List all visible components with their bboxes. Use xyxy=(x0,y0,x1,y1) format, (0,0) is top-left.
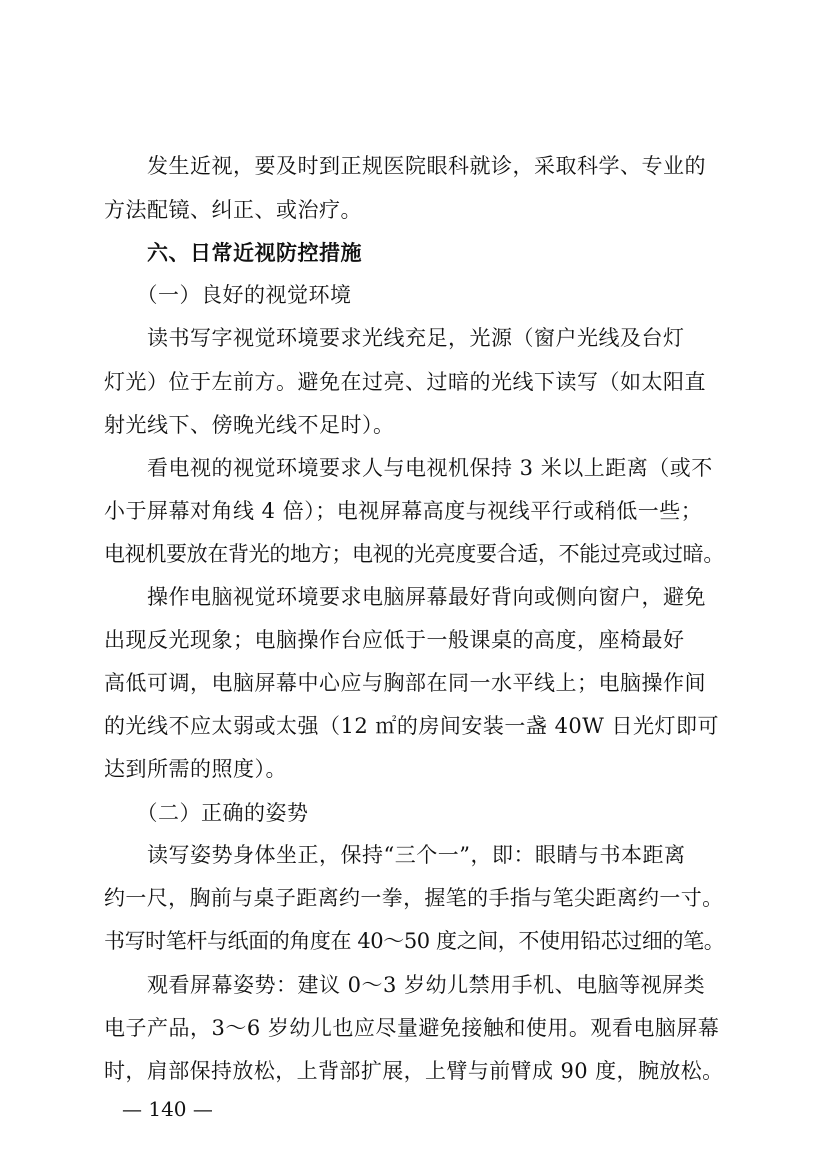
paragraph-line: 时，肩部保持放松，上背部扩展，上臂与前臂成 90 度，腕放松。 xyxy=(104,1059,724,1083)
paragraph-line: 的光线不应太弱或太强（12 ㎡的房间安装一盏 40W 日光灯即可 xyxy=(104,714,720,738)
paragraph-line: 高低可调，电脑屏幕中心应与胸部在同一水平线上；电脑操作间 xyxy=(104,671,706,695)
page-number: — 140 — xyxy=(122,1097,213,1121)
paragraph-line: 操作电脑视觉环境要求电脑屏幕最好背向或侧向窗户，避免 xyxy=(104,585,706,609)
paragraph-line: 电视机要放在背光的地方；电视的光亮度要合适，不能过亮或过暗。 xyxy=(104,542,724,566)
paragraph-line: 小于屏幕对角线 4 倍）；电视屏幕高度与视线平行或稍低一些； xyxy=(104,499,703,523)
subsection-heading: （一）良好的视觉环境 xyxy=(104,283,352,307)
paragraph-line: 观看屏幕姿势：建议 0～3 岁幼儿禁用手机、电脑等视屏类 xyxy=(104,973,706,997)
section-heading: 六、日常近视防控措施 xyxy=(104,241,362,265)
paragraph-line: 发生近视，要及时到正规医院眼科就诊，采取科学、专业的 xyxy=(104,154,706,178)
paragraph-line: 读写姿势身体坐正，保持“三个一”，即：眼睛与书本距离 xyxy=(104,843,686,867)
paragraph-line: 约一尺，胸前与桌子距离约一拳，握笔的手指与笔尖距离约一寸。 xyxy=(104,886,724,910)
paragraph-line: 灯光）位于左前方。避免在过亮、过暗的光线下读写（如太阳直 xyxy=(104,370,706,394)
paragraph-line: 方法配镜、纠正、或治疗。 xyxy=(104,198,362,222)
subsection-heading: （二）正确的姿势 xyxy=(104,801,309,825)
paragraph-line: 书写时笔杆与纸面的角度在 40～50 度之间，不使用铅芯过细的笔。 xyxy=(104,929,725,953)
paragraph-line: 达到所需的照度）。 xyxy=(104,757,287,781)
paragraph-line: 出现反光现象；电脑操作台应低于一般课桌的高度，座椅最好 xyxy=(104,628,685,652)
paragraph-line: 读书写字视觉环境要求光线充足，光源（窗户光线及台灯 xyxy=(104,326,685,350)
paragraph-line: 看电视的视觉环境要求人与电视机保持 3 米以上距离（或不 xyxy=(104,456,713,480)
paragraph-line: 电子产品，3～6 岁幼儿也应尽量避免接触和使用。观看电脑屏幕 xyxy=(104,1016,720,1040)
paragraph-line: 射光线下、傍晚光线不足时）。 xyxy=(104,413,395,437)
